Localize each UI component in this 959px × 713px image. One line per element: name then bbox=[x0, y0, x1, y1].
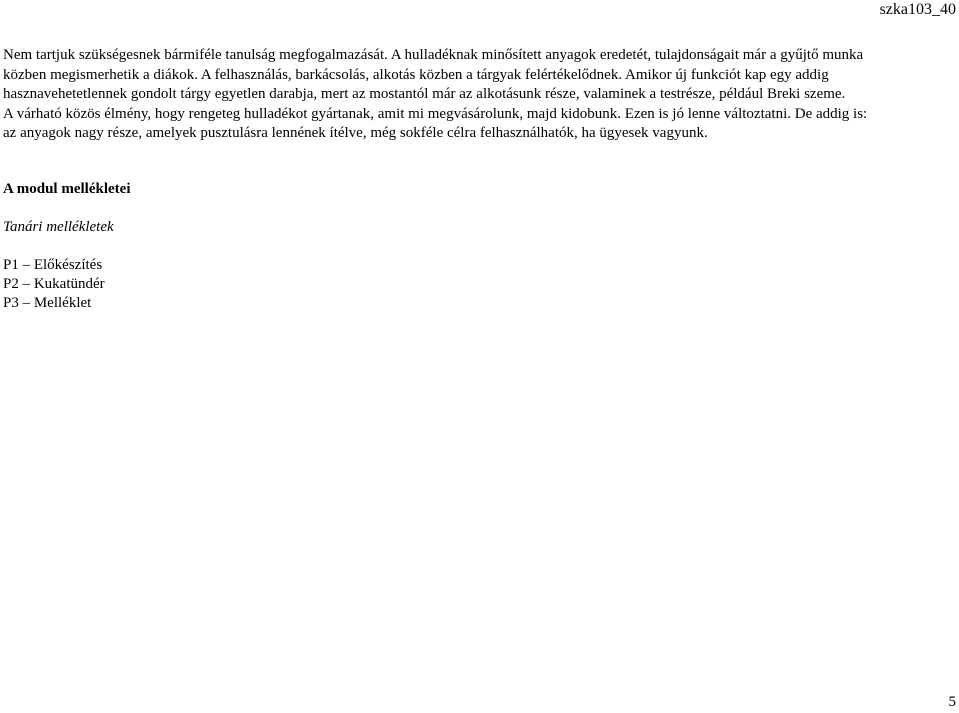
body-line: hasznavehetetlennek gondolt tárgy egyetlen darabja, mert az mostantól már az alkotásunk része, valaminek a testrésze, például Breki szeme. bbox=[3, 86, 846, 102]
body-line: Nem tartjuk szükségesnek bármiféle tanulság megfogalmazását. A hulladéknak minősített anyagok eredetét, tulajdonságait már a gyűjtő munka bbox=[3, 47, 864, 63]
section-subheading: Tanári mellékletek bbox=[3, 219, 114, 235]
section-heading: A modul mellékletei bbox=[3, 181, 131, 197]
page-number: 5 bbox=[948, 694, 956, 710]
body-line: közben megismerhetik a diákok. A felhasználás, barkácsolás, alkotás közben a tárgyak felértékelődnek. Amikor új funkciót kap egy addig bbox=[3, 66, 829, 83]
appendix-item-p2: P2 – Kukatündér bbox=[3, 276, 105, 292]
body-paragraph bbox=[3, 46, 953, 144]
appendix-item-p1: P1 – Előkészítés bbox=[3, 257, 103, 273]
appendix-item-p3: P3 – Melléklet bbox=[3, 295, 92, 311]
body-line: az anyagok nagy része, amelyek pusztulásra lennének ítélve, még sokféle célra felhasználhatók, ha ügyesek vagyunk. bbox=[3, 125, 708, 141]
document-code: szka103_40 bbox=[879, 1, 956, 18]
appendix-list bbox=[3, 256, 105, 313]
body-line: A várható közös élmény, hogy rengeteg hulladékot gyártanak, amit mi megvásárolunk, majd kidobunk. Ezen is jó lenne változtatni. De addig is: bbox=[3, 105, 868, 122]
